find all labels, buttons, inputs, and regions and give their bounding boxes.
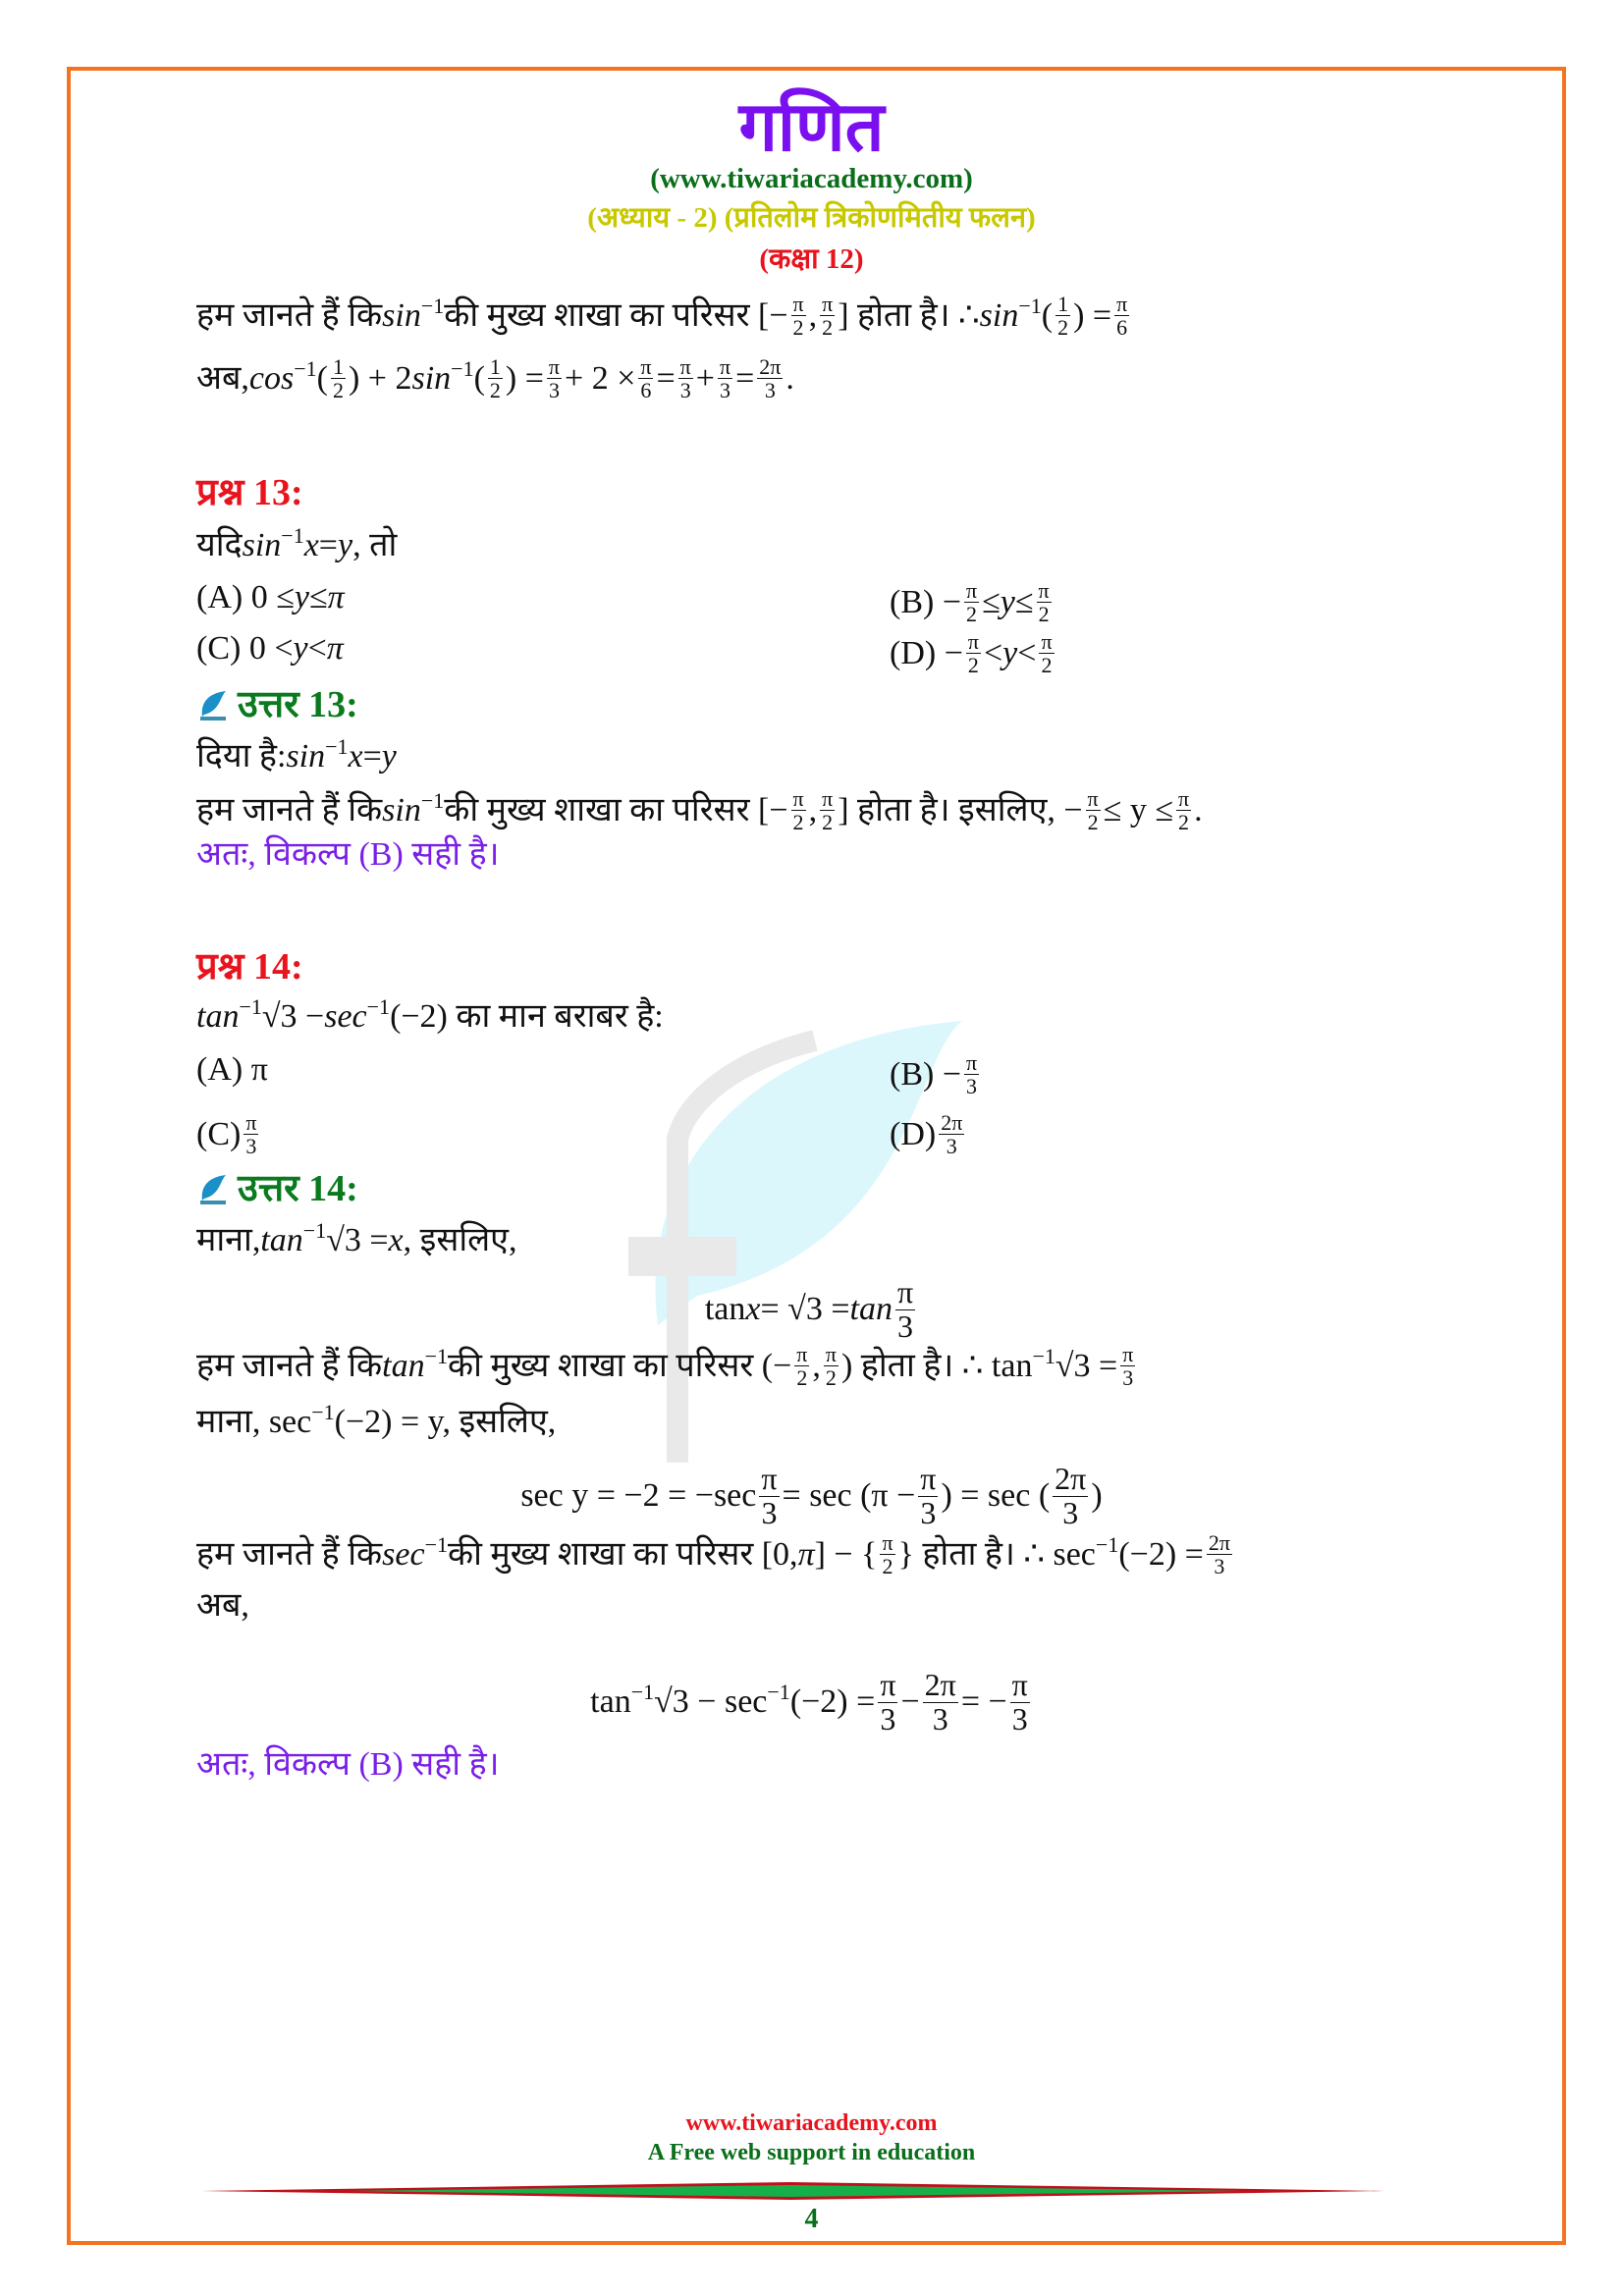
fraction (488, 355, 503, 401)
fraction (878, 1669, 897, 1735)
fraction (759, 1463, 779, 1529)
denominator: 3 (920, 1494, 937, 1530)
fraction (757, 355, 783, 401)
text-run: (D) − (890, 634, 963, 671)
a13-given (196, 733, 397, 774)
fraction (820, 787, 835, 833)
fraction (1010, 1669, 1030, 1735)
superscript: −1 (1018, 293, 1042, 318)
numerator: π (1116, 292, 1128, 316)
footer-divider (201, 2181, 1384, 2201)
text-run: ) होता है। ∴ tan (840, 1347, 1033, 1384)
text-run: की मुख्य शाखा का परिसर (− (448, 1347, 792, 1384)
text-run: की मुख्य शाखा का परिसर [0, (448, 1535, 798, 1573)
math-italic: y (293, 630, 308, 667)
numerator: 2π (759, 354, 782, 379)
text-run: √3 − sec (654, 1683, 768, 1721)
text-run: ) = sec ( (941, 1477, 1051, 1515)
a14-let2 (196, 1399, 557, 1440)
text-run: = (656, 359, 676, 397)
text-run: ≤ y ≤ (1103, 791, 1173, 828)
a13-step (196, 787, 1203, 833)
numerator: π (1041, 629, 1053, 654)
denominator: 2 (1087, 810, 1099, 835)
denominator: 2 (1057, 315, 1069, 341)
text-run: अतः, विकल्प (B) सही है। (196, 836, 500, 873)
fraction (895, 1276, 915, 1343)
denominator: 6 (640, 378, 652, 403)
text-run: , (808, 791, 818, 828)
fraction (678, 355, 693, 401)
q14-opt-b (890, 1051, 982, 1097)
text-run: sec y = −2 = −sec (520, 1477, 757, 1515)
math-italic: sin (242, 527, 282, 563)
numerator: π (822, 786, 834, 811)
denominator: 3 (245, 1134, 257, 1159)
numerator: π (967, 629, 979, 654)
math-italic: y (337, 527, 353, 563)
numerator: π (796, 1342, 808, 1366)
math-italic: π (326, 630, 344, 667)
text-run: (D) (890, 1115, 937, 1152)
fraction (791, 293, 806, 339)
footer-slogan: A Free web support in education (647, 2140, 976, 2165)
text-run: की मुख्य शाखा का परिसर [− (444, 791, 788, 828)
superscript: −1 (420, 787, 445, 813)
page-title: गणित (738, 90, 885, 166)
denominator: 3 (1214, 1554, 1225, 1579)
denominator: 2 (1178, 810, 1190, 835)
numerator: π (640, 354, 652, 379)
a13-conclusion (196, 836, 500, 873)
q14-text (196, 993, 664, 1035)
numerator: π (761, 1461, 778, 1496)
numerator: π (792, 786, 804, 811)
q13-opt-a (196, 579, 345, 615)
denominator: 3 (720, 378, 731, 403)
denominator: 3 (679, 378, 691, 403)
fraction (1037, 579, 1052, 625)
text-run: − (900, 1683, 920, 1721)
fraction (1176, 787, 1191, 833)
a14-range2 (196, 1531, 1235, 1577)
text-run: (−2) का मान बराबर है: (390, 998, 664, 1035)
math-italic: sin (286, 738, 326, 774)
tiwari-leaf-icon (196, 689, 230, 722)
text-run: < (1017, 634, 1037, 671)
text-run: ≤ (1014, 583, 1034, 620)
fraction (1120, 1343, 1135, 1389)
math-italic: sin (979, 296, 1019, 334)
q14-opt-a (196, 1051, 268, 1088)
denominator: 3 (764, 378, 776, 403)
text-run: माना, sec (196, 1404, 312, 1440)
denominator: 2 (1038, 602, 1050, 627)
page-number: 4 (804, 2204, 819, 2234)
numerator: π (825, 1342, 837, 1366)
fraction (880, 1531, 894, 1577)
text-run: (A) 0 ≤ (196, 579, 295, 615)
fraction (964, 579, 979, 625)
superscript: −1 (302, 1217, 327, 1243)
numerator: 1 (489, 354, 501, 379)
numerator: 2π (941, 1110, 963, 1135)
superscript: −1 (767, 1680, 790, 1704)
tiwari-leaf-icon (196, 1173, 230, 1206)
text-run: प्रश्न 13: (196, 472, 303, 513)
math-italic: sec (382, 1535, 425, 1573)
text-run: ] होता है। ∴ (838, 296, 980, 334)
math-italic: tan (382, 1347, 425, 1384)
text-run: (−2) = (789, 1683, 876, 1721)
fraction (923, 1669, 958, 1735)
superscript: −1 (325, 733, 349, 759)
denominator: 3 (548, 378, 560, 403)
denominator: 3 (880, 1700, 896, 1736)
fraction (1055, 293, 1070, 339)
fraction (331, 355, 346, 401)
numerator: π (880, 1667, 896, 1702)
q13-opt-c (196, 630, 344, 667)
fraction (243, 1111, 258, 1157)
text-run: (C) 0 < (196, 630, 294, 667)
text-run: उत्तर 13: (238, 684, 358, 725)
math-italic: tan (849, 1291, 893, 1328)
superscript: −1 (239, 993, 262, 1019)
q13-opt-d (890, 630, 1057, 676)
numerator: 2π (1208, 1530, 1230, 1555)
numerator: π (548, 354, 561, 379)
text-run: ≤ (308, 579, 328, 615)
superscript: −1 (294, 355, 317, 381)
text-run: = (362, 738, 382, 774)
superscript: −1 (424, 1531, 448, 1557)
a14-let1 (196, 1217, 517, 1258)
q13-heading (196, 473, 303, 514)
text-run: . (785, 359, 794, 397)
numerator: π (882, 1530, 893, 1555)
math-italic: cos (248, 359, 295, 397)
numerator: π (792, 292, 804, 316)
text-run: √3 = (326, 1222, 389, 1258)
numerator: π (719, 354, 731, 379)
math-italic: x (745, 1291, 761, 1328)
text-run: ] − { (814, 1535, 878, 1573)
text-run: हम जानते हैं कि (196, 1347, 383, 1384)
numerator: π (1038, 578, 1050, 603)
fraction (966, 630, 981, 676)
math-italic: sin (382, 791, 421, 828)
text-run: (−2) = (1118, 1535, 1204, 1573)
text-run: = (318, 527, 338, 563)
math-italic: tan (196, 998, 240, 1035)
text-run: = − (960, 1683, 1007, 1721)
a14-now (196, 1587, 249, 1624)
denominator: 2 (822, 810, 834, 835)
math-italic: sec (324, 998, 367, 1035)
text-run: हम जानते हैं कि (196, 296, 383, 334)
text-run: + 2 × (565, 359, 636, 397)
text-run: . (1194, 791, 1203, 828)
numerator: 1 (332, 354, 344, 379)
text-run: ( (316, 359, 328, 397)
text-run: } होता है। ∴ sec (897, 1535, 1096, 1573)
denominator: 3 (897, 1308, 914, 1344)
math-italic: x (388, 1222, 404, 1258)
denominator: 3 (1011, 1700, 1028, 1736)
fraction (939, 1111, 964, 1157)
a14-conclusion (196, 1746, 500, 1783)
numerator: π (1177, 786, 1190, 811)
numerator: π (1122, 1342, 1134, 1366)
denominator: 2 (967, 653, 979, 678)
text-run: tan (704, 1291, 746, 1328)
text-run: (−2) = y, इसलिए, (334, 1404, 557, 1440)
q14-opt-d (890, 1111, 967, 1157)
footer-website[interactable]: www.tiwariacademy.com (685, 2110, 938, 2136)
text-run: हम जानते हैं कि (196, 791, 383, 828)
fraction (718, 355, 732, 401)
text-run: ≤ (982, 583, 1001, 620)
text-run: की मुख्य शाखा का परिसर [− (444, 296, 788, 334)
math-italic: π (327, 579, 345, 615)
math-italic: x (303, 527, 319, 563)
fraction (918, 1463, 938, 1529)
q13-opt-b (890, 579, 1055, 625)
a14-final (0, 1669, 1623, 1735)
denominator: 2 (792, 315, 804, 341)
text-run: tan (590, 1683, 631, 1721)
numerator: 2π (924, 1667, 956, 1702)
denominator: 3 (1122, 1365, 1134, 1391)
denominator: 3 (966, 1074, 978, 1099)
text-run: (B) − (890, 1055, 961, 1093)
math-italic: x (348, 738, 363, 774)
text-run: , तो (352, 527, 398, 563)
math-italic: y (294, 579, 309, 615)
text-run: ( (1041, 296, 1054, 334)
header-website: (www.tiwariacademy.com) (650, 163, 973, 194)
a14-eq2 (0, 1463, 1623, 1529)
denominator: 2 (1041, 653, 1053, 678)
superscript: −1 (366, 993, 391, 1019)
header-chapter: (अध्याय - 2) (प्रतिलोम त्रिकोणमितीय फलन) (587, 202, 1036, 234)
text-run: (C) (196, 1115, 242, 1152)
numerator: π (966, 578, 978, 603)
text-run: ( (473, 359, 485, 397)
text-run: < (983, 634, 1003, 671)
text-run: अब, (196, 359, 249, 397)
superscript: −1 (420, 293, 445, 318)
math-italic: y (1002, 634, 1018, 671)
denominator: 3 (932, 1700, 948, 1736)
math-italic: tan (260, 1222, 303, 1258)
numerator: π (679, 354, 691, 379)
a14-heading (196, 1169, 358, 1210)
text-run: ) + 2 (348, 359, 412, 397)
numerator: π (920, 1461, 937, 1496)
math-italic: sin (382, 296, 421, 334)
superscript: −1 (1032, 1343, 1055, 1368)
denominator: 2 (796, 1365, 808, 1391)
math-italic: y (381, 738, 397, 774)
text-run: = sec (π − (782, 1477, 916, 1515)
text-run: ) = (505, 359, 544, 397)
denominator: 2 (332, 378, 344, 403)
superscript: −1 (451, 355, 474, 381)
text-run: , इसलिए, (403, 1222, 517, 1258)
text-run: माना, (196, 1222, 261, 1258)
text-run: यदि (196, 527, 243, 563)
numerator: π (245, 1110, 257, 1135)
numerator: 2π (1055, 1461, 1087, 1496)
math-italic: y (1000, 583, 1015, 620)
fraction (824, 1343, 839, 1389)
denominator: 2 (966, 602, 978, 627)
text-run: उत्तर 14: (238, 1168, 358, 1209)
text-run: प्रश्न 14: (196, 946, 303, 988)
text-run: अतः, विकल्प (B) सही है। (196, 1746, 500, 1783)
numerator: π (1011, 1667, 1028, 1702)
a14-range1 (196, 1343, 1138, 1389)
numerator: π (822, 292, 834, 316)
q14-opt-c (196, 1111, 261, 1157)
fraction (964, 1051, 979, 1097)
superscript: −1 (281, 522, 304, 548)
text-run: हम जानते हैं कि (196, 1535, 383, 1573)
q14-heading (196, 947, 303, 988)
prev-2 (196, 355, 794, 401)
denominator: 2 (792, 810, 804, 835)
denominator: 2 (825, 1365, 837, 1391)
text-run: = (735, 359, 755, 397)
fraction (1039, 630, 1054, 676)
text-run: , (808, 296, 818, 334)
text-run: दिया है: (196, 738, 287, 774)
superscript: −1 (311, 1399, 335, 1424)
denominator: 3 (761, 1494, 778, 1530)
numerator: 1 (1057, 292, 1069, 316)
fraction (1114, 293, 1129, 339)
text-run: (A) π (196, 1051, 268, 1088)
denominator: 3 (946, 1134, 957, 1159)
text-run: (B) − (890, 583, 961, 620)
math-italic: π (797, 1535, 815, 1573)
header-class: (कक्षा 12) (759, 243, 864, 275)
denominator: 2 (882, 1554, 893, 1579)
math-italic: sin (411, 359, 452, 397)
fraction (791, 787, 806, 833)
denominator: 2 (489, 378, 501, 403)
prev-1 (196, 293, 1132, 339)
fraction (794, 1343, 809, 1389)
text-run: √3 − (261, 998, 325, 1035)
superscript: −1 (424, 1343, 449, 1368)
text-run: , (812, 1347, 821, 1384)
text-run: ) (1091, 1477, 1103, 1515)
superscript: −1 (630, 1680, 655, 1704)
numerator: π (1087, 786, 1099, 811)
fraction (1207, 1531, 1232, 1577)
fraction (1086, 787, 1101, 833)
q13-text (196, 522, 398, 563)
text-run: < (307, 630, 327, 667)
denominator: 2 (822, 315, 834, 341)
fraction (1053, 1463, 1088, 1529)
text-run: = √3 = (760, 1291, 850, 1328)
denominator: 3 (1062, 1494, 1079, 1530)
text-run: √3 = (1055, 1347, 1118, 1384)
fraction (547, 355, 562, 401)
a13-heading (196, 685, 358, 726)
text-run: अब, (196, 1587, 249, 1624)
superscript: −1 (1095, 1531, 1119, 1557)
fraction (820, 293, 835, 339)
a14-eq1 (0, 1276, 1623, 1343)
numerator: π (966, 1050, 978, 1075)
text-run: ] होता है। इसलिए, − (838, 791, 1083, 828)
denominator: 6 (1116, 315, 1128, 341)
text-run: ) = (1073, 296, 1112, 334)
fraction (638, 355, 653, 401)
text-run: + (695, 359, 715, 397)
numerator: π (896, 1274, 914, 1309)
